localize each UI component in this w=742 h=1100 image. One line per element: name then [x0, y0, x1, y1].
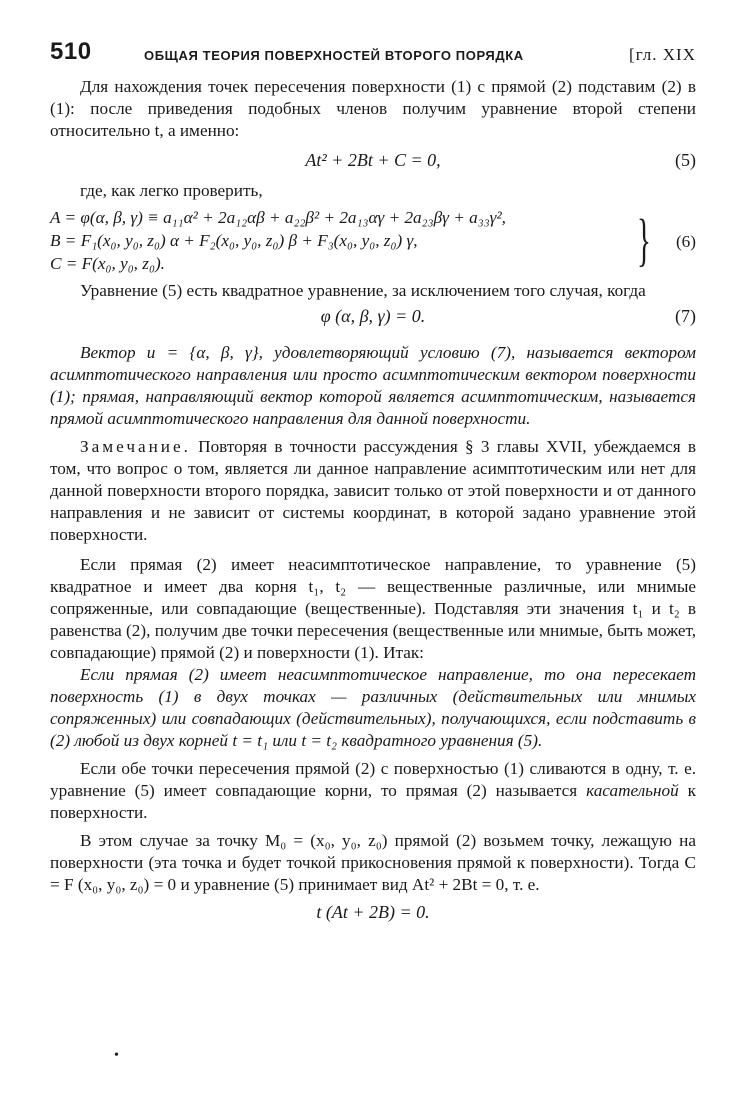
definition-asymptotic-vector: Вектор u = {α, β, γ}, удовлетворяющий условию (7), называется вектором асимптотического направления или просто асимптотическим вектором поверхности (1); прямая, направляющий вектор которой является асимптотическим, называется прямой асимптотического направления для данной поверхности.	[50, 343, 696, 428]
final-equation	[50, 896, 696, 932]
equation-7	[50, 302, 696, 336]
system-line-a: A = φ(α, β, γ) ≡ a₁₁α² + 2a₁₂αβ + a₂₂β² + 2a₁₃αγ + 2a₂₃βγ + a₃₃γ²,	[50, 208, 506, 227]
theorem-two-points: Если прямая (2) имеет неасимптотическое направление, то она пересекает поверхность (1) в двух точках — различных (действительных или мнимых сопряженных) или совпадающих (действительных), получающихся, если подставить в (2) любой из двух корней t = t₁ или t = t₂ квадратного уравнения (5).	[50, 665, 696, 750]
paragraph-intersection: Для нахождения точек пересечения поверхности (1) с прямой (2) подставим (2) в (1): после приведения подобных членов получим уравнение второй степени относительно t, а именно:	[50, 77, 696, 140]
page-header	[50, 36, 696, 76]
equation-5-number: (5)	[675, 150, 696, 170]
running-title: ОБЩАЯ ТЕОРИЯ ПОВЕРХНОСТЕЙ ВТОРОГО ПОРЯДКА	[144, 48, 524, 63]
equation-5-formula: At² + 2Bt + C = 0,	[305, 150, 441, 170]
remark-label: Замечание.	[80, 437, 191, 456]
paragraph-quadratic: Уравнение (5) есть квадратное уравнение, за исключением того случая, когда	[80, 281, 646, 300]
system-line-b: B = F₁(x₀, y₀, z₀) α + F₂(x₀, y₀, z₀) β + F₃(x₀, y₀, z₀) γ,	[50, 231, 418, 250]
remark-text: Повторяя в точности рассуждения § 3 главы XVII, убеждаемся в том, что вопрос о том, является ли данное направление асимптотическим или нет для данной поверхности второго порядка, зависит только от этой поверхности и от данного направления и не зависит от системы координат, в которой задано уравнение этой поверхности.	[50, 437, 696, 544]
paragraph-where: где, как легко проверить,	[80, 181, 263, 200]
remark-paragraph	[50, 436, 696, 546]
equation-7-number: (7)	[675, 306, 696, 326]
final-equation-formula: t (At + 2B) = 0.	[316, 902, 430, 922]
print-speck: •	[114, 1048, 119, 1063]
equation-system-6	[50, 208, 696, 280]
chapter-reference: [гл. XIX	[629, 45, 696, 64]
tangent-text-b: к поверхности.	[50, 781, 696, 822]
paragraph-non-asymptotic: Если прямая (2) имеет неасимптотическое направление, то уравнение (5) квадратное и имеет два корня t₁, t₂ — вещественные различные, или мнимые сопряженные, или совпадающие (вещественные). Подставляя эти значения t₁ и t₂ в равенства (2), получим две точки пересечения (вещественные или мнимые, быть может, совпадающие) прямой (2) и поверхности (1). Итак:	[50, 555, 696, 662]
system-line-c: C = F(x₀, y₀, z₀).	[50, 254, 165, 273]
page-number: 510	[50, 38, 92, 65]
equation-5	[50, 142, 696, 180]
tangent-text-a: Если обе точки пересечения прямой (2) с поверхностью (1) сливаются в одну, т. е. уравнение (5) имеет совпадающие корни, то прямая (2) называется	[50, 759, 696, 800]
paragraph-point-of-contact: В этом случае за точку M₀ = (x₀, y₀, z₀) прямой (2) возьмем точку, лежащую на поверхности (эта точка и будет точкой прикосновения прямой к поверхности). Тогда C = F (x₀, y₀, z₀) = 0 и уравнение (5) принимает вид At² + 2Bt = 0, т. е.	[50, 831, 696, 894]
tangent-term: касательной	[586, 781, 679, 800]
right-brace: }	[637, 207, 651, 272]
equation-6-number: (6)	[675, 232, 696, 251]
equation-7-formula: φ (α, β, γ) = 0.	[320, 306, 426, 326]
paragraph-tangent	[50, 758, 696, 824]
